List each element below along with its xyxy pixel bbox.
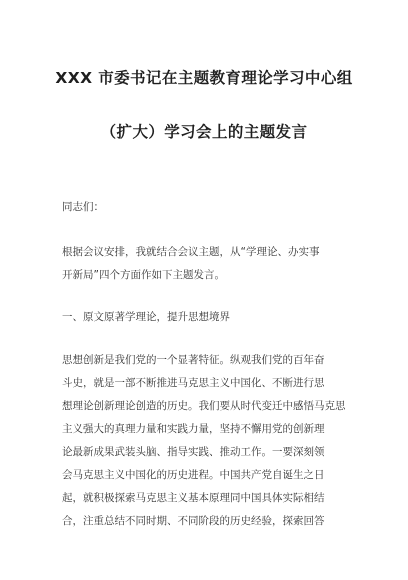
section-heading-1: 一、原文原著学理论，提升思想境界 xyxy=(62,311,230,323)
paragraph-2-line-8: 合，注重总结不同时期、不同阶段的历史经验，探索回答 xyxy=(62,515,325,527)
document-title-line-1: XXX 市委书记在主题教育理论学习中心组 xyxy=(55,69,353,87)
document-title-line-2: （扩大）学习会上的主题发言 xyxy=(100,123,308,141)
paragraph-2-line-7: 起，就积极探索马克思主义基本原理同中国具体实际相结 xyxy=(62,492,325,504)
paragraph-2-line-5: 论最新成果武装头脑、指导实践、推动工作。一要深刻领 xyxy=(62,446,325,458)
paragraph-2-line-3: 想理论创新理论创造的历史。我们要从时代变迁中感悟马克思 xyxy=(62,400,346,412)
paragraph-2-line-4: 主义强大的真理力量和实践力量，坚持不懈用党的创新理 xyxy=(62,423,325,435)
paragraph-1-line-1: 根据会议安排，我就结合会议主题，从“学理论、办实事 xyxy=(62,246,320,258)
paragraph-2-line-2: 斗史，就是一部不断推进马克思主义中国化、不断进行思 xyxy=(62,377,325,389)
paragraph-2-line-6: 会马克思主义中国化的历史进程。中国共产党自诞生之日 xyxy=(62,469,325,481)
paragraph-2-line-1: 思想创新是我们党的一个显著特征。纵观我们党的百年奋 xyxy=(62,354,325,366)
paragraph-1-line-2: 开新局”四个方面作如下主题发言。 xyxy=(62,269,225,281)
salutation: 同志们： xyxy=(62,201,104,213)
